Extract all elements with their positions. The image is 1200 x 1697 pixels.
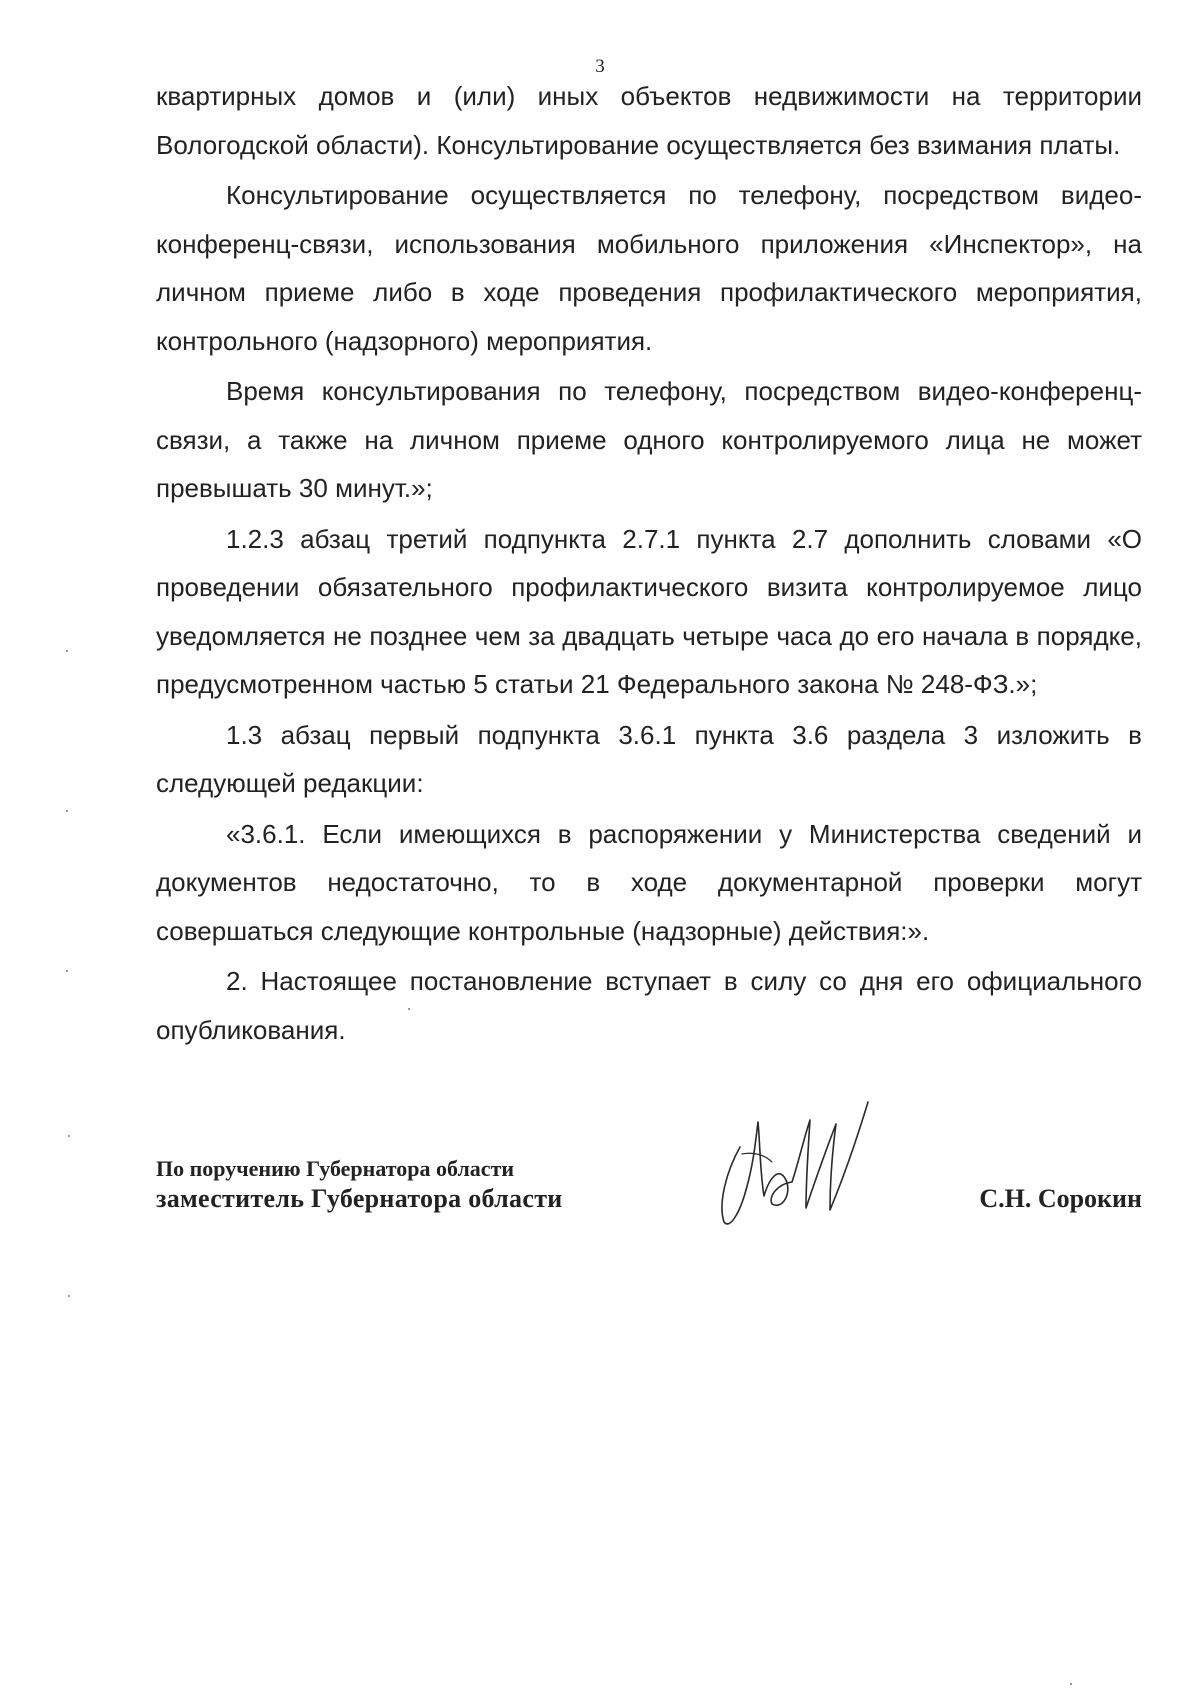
scan-artifact (1070, 1683, 1072, 1685)
scan-artifact (66, 810, 68, 812)
paragraph: 2. Настоящее постановление вступает в силу со дня его официального опубликования. (156, 966, 1142, 1045)
paragraph: 1.3 абзац первый подпункта 3.6.1 пункта 3.6 раздела 3 изложить в следующей редакции: (156, 719, 1142, 798)
signatory-name: С.Н. Сорокин (979, 1184, 1142, 1213)
scan-artifact (68, 1295, 70, 1297)
paragraph: «3.6.1. Если имеющихся в распоряжении у Министерства сведений и документов недостаточно, то в ходе документарной проверки могут совершаться следующие контрольные (надзорные) действия:». (156, 818, 1142, 946)
page-number: 3 (595, 56, 605, 77)
signatory-position: заместитель Губернатора области (156, 1184, 563, 1213)
document-body (156, 72, 1142, 1056)
signatory-authority: По поручению Губернатора области (156, 1156, 515, 1181)
paragraph: квартирных домов и (или) иных объектов недвижимости на территории Вологодской области). Консультирование осуществляется без взимания платы. (156, 81, 1142, 160)
handwritten-signature (712, 1092, 882, 1232)
scan-artifact (408, 1008, 410, 1010)
scan-artifact (66, 650, 68, 652)
scan-artifact (66, 970, 68, 972)
signature-block (156, 1148, 1142, 1238)
paragraph: Время консультирования по телефону, посредством видео-конференц-связи, а также на личном приеме одного контролируемого лица не может превышать 30 минут.»; (156, 376, 1142, 503)
scan-artifact (68, 1135, 70, 1137)
paragraph: Консультирование осуществляется по телефону, посредством видео-конференц-связи, использования мобильного приложения «Инспектор», на личном приеме либо в ходе проведения профилактического мероприятия, контрольного (надзорного) мероприятия. (156, 180, 1142, 356)
paragraph: 1.2.3 абзац третий подпункта 2.7.1 пункта 2.7 дополнить словами «О проведении обязательного профилактического визита контролируемое лицо уведомляется не позднее чем за двадцать четыре часа до его начала в порядке, предусмотренном частью 5 статьи 21 Федерального закона № 248-ФЗ.»; (156, 523, 1142, 699)
